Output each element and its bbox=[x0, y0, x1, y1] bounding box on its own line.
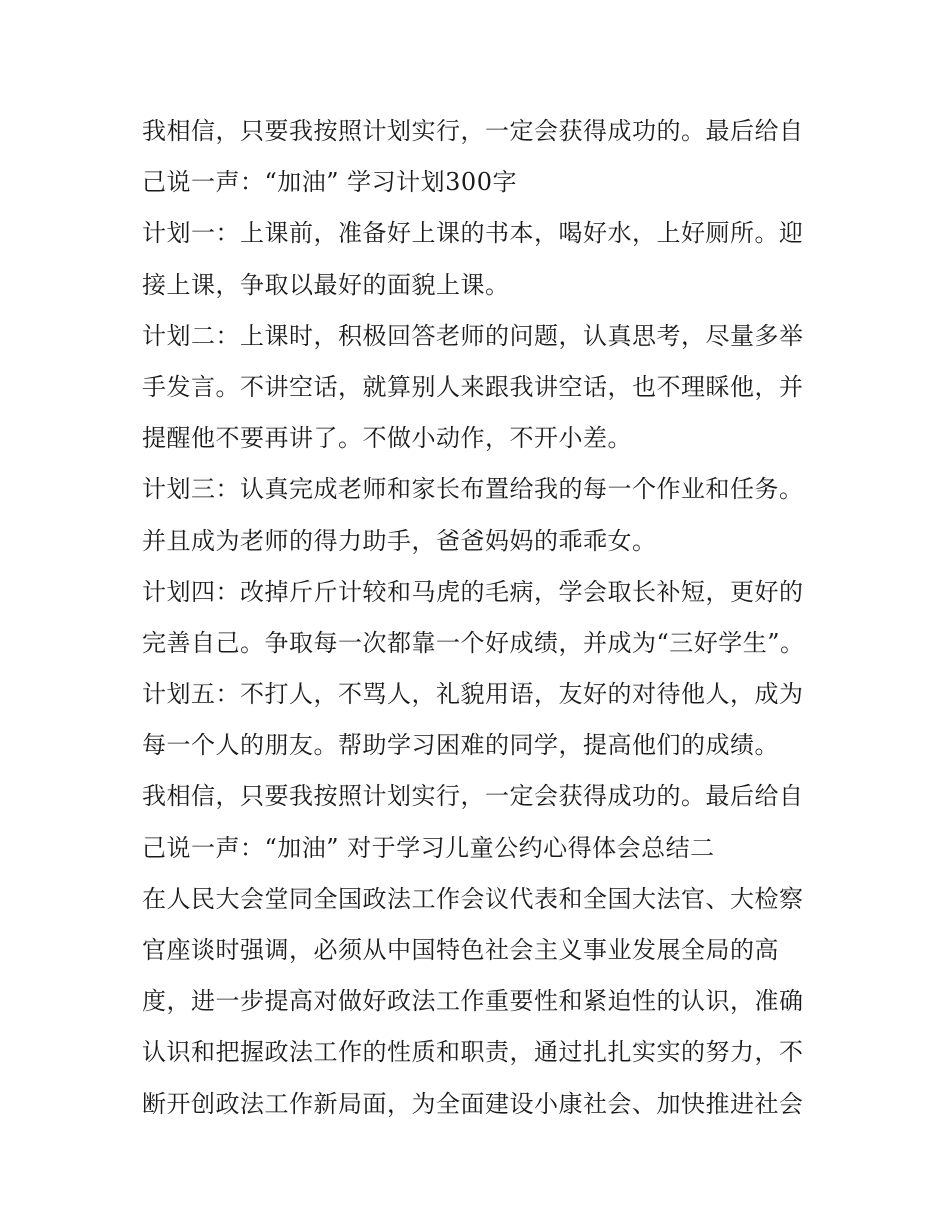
text-line: 官座谈时强调，必须从中国特色社会主义事业发展全局的高 bbox=[142, 936, 779, 964]
text-line: 我相信，只要我按照计划实行，一定会获得成功的。最后给自 bbox=[142, 117, 804, 145]
text-line: 手发言。不讲空话，就算别人来跟我讲空话，也不理睬他，并 bbox=[142, 372, 804, 401]
text-line: 计划三：认真完成老师和家长布置给我的每一个作业和任务。 bbox=[142, 475, 804, 504]
text-line: 提醒他不要再讲了。不做小动作，不开小差。 bbox=[142, 424, 632, 453]
text-line: 计划五：不打人，不骂人，礼貌用语，友好的对待他人，成为 bbox=[142, 680, 804, 709]
text-line: 并且成为老师的得力助手，爸爸妈妈的乖乖女。 bbox=[142, 526, 657, 555]
text-line: 完善自己。争取每一次都靠一个好成绩，并成为“三好学生”。 bbox=[142, 628, 805, 657]
text-line: 计划二：上课时，积极回答老师的问题，认真思考，尽量多举 bbox=[142, 321, 804, 350]
text-line: 我相信，只要我按照计划实行，一定会获得成功的。最后给自 bbox=[142, 782, 804, 811]
text-line: 度，进一步提高对做好政法工作重要性和紧迫性的认识，准确 bbox=[142, 987, 804, 1016]
text-line: 断开创政法工作新局面，为全面建设小康社会、加快推进社会 bbox=[142, 1089, 804, 1118]
text-line: 己说一声：“加油” 对于学习儿童公约心得体会总结二 bbox=[142, 833, 715, 862]
text-line: 计划一：上课前，准备好上课的书本，喝好水，上好厕所。迎 bbox=[142, 219, 804, 248]
text-line: 每一个人的朋友。帮助学习困难的同学，提高他们的成绩。 bbox=[142, 731, 779, 760]
text-line: 计划四：改掉斤斤计较和马虎的毛病，学会取长补短，更好的 bbox=[142, 577, 804, 606]
document-body bbox=[142, 112, 822, 1136]
text-line: 在人民大会堂同全国政法工作会议代表和全国大法官、大检察 bbox=[142, 884, 804, 913]
text-line: 己说一声：“加油” 学习计划300字 bbox=[142, 168, 517, 197]
text-line: 认识和把握政法工作的性质和职责，通过扎扎实实的努力，不 bbox=[142, 1038, 804, 1067]
text-line: 接上课，争取以最好的面貌上课。 bbox=[142, 270, 510, 299]
